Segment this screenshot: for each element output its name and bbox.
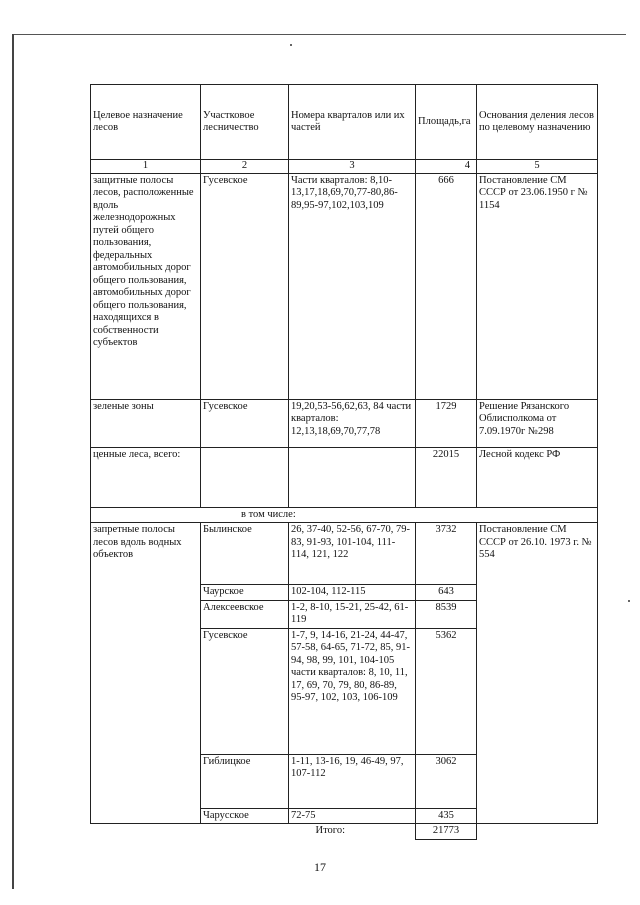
purpose-cell: запретные полосы лесов вдоль водных объектов <box>91 523 201 824</box>
forestry-cell: Гиблицкое <box>201 754 289 808</box>
area-cell: 5362 <box>416 628 477 754</box>
purpose-cell: зеленые зоны <box>91 399 201 447</box>
forestry-cell: Былинское <box>201 523 289 585</box>
forestry-cell: Гусевское <box>201 173 289 399</box>
basis-cell: Решение Рязанского Облисполкома от 7.09.1970г №298 <box>477 399 598 447</box>
quarters-cell: Части кварталов: 8,10-13,17,18,69,70,77-80,86-89,95-97,102,103,109 <box>289 173 416 399</box>
scan-border-left <box>12 34 14 889</box>
area-cell: 1729 <box>416 399 477 447</box>
col-number: 2 <box>201 160 289 174</box>
col-number: 3 <box>289 160 416 174</box>
area-cell: 666 <box>416 173 477 399</box>
forestry-cell: Чаурское <box>201 585 289 601</box>
table-row <box>91 523 598 585</box>
quarters-cell: 19,20,53-56,62,63, 84 части кварталов: 12,13,18,69,70,77,78 <box>289 399 416 447</box>
purpose-cell: защитные полосы лесов, расположенные вдоль железнодорожных путей общего пользования, федеральных автомобильных дорог общего пользования, автомобильных дорог общего пользования, находящихся в собственности субъектов <box>91 173 201 399</box>
area-cell: 643 <box>416 585 477 601</box>
header-area: Площадь,га <box>416 85 477 160</box>
quarters-cell: 1-11, 13-16, 19, 46-49, 97, 107-112 <box>289 754 416 808</box>
quarters-cell: 72-75 <box>289 808 416 824</box>
total-area: 21773 <box>416 824 477 840</box>
scan-speck <box>290 44 292 46</box>
basis-cell: Постановление СМ СССР от 23.06.1950 г № 1154 <box>477 173 598 399</box>
scan-speck <box>628 600 630 602</box>
table-header-row <box>91 85 598 160</box>
area-cell: 435 <box>416 808 477 824</box>
header-basis: Основания деления лесов по целевому назначению <box>477 85 598 160</box>
basis-cell: Лесной кодекс РФ <box>477 447 598 507</box>
basis-cell: Постановление СМ СССР от 26.10. 1973 г. № 554 <box>477 523 598 824</box>
forestry-cell <box>201 447 289 507</box>
subheader-cell: в том числе: <box>91 507 598 523</box>
header-quarters: Номера кварталов или их частей <box>289 85 416 160</box>
forestry-cell: Гусевское <box>201 399 289 447</box>
header-forestry: Участковое лесничество <box>201 85 289 160</box>
forestry-cell: Чарусское <box>201 808 289 824</box>
col-number: 4 <box>416 160 477 174</box>
total-label: Итого: <box>91 824 416 840</box>
header-purpose: Целевое назначение лесов <box>91 85 201 160</box>
col-number: 5 <box>477 160 598 174</box>
quarters-cell: 102-104, 112-115 <box>289 585 416 601</box>
quarters-cell: 26, 37-40, 52-56, 67-70, 79-83, 91-93, 101-104, 111-114, 121, 122 <box>289 523 416 585</box>
total-row <box>91 824 598 840</box>
table-row <box>91 399 598 447</box>
subheader-row <box>91 507 598 523</box>
forestry-cell: Гусевское <box>201 628 289 754</box>
table-row <box>91 447 598 507</box>
forestry-cell: Алексеевское <box>201 600 289 628</box>
col-number: 1 <box>91 160 201 174</box>
column-number-row <box>91 160 598 174</box>
area-cell: 8539 <box>416 600 477 628</box>
area-cell: 3062 <box>416 754 477 808</box>
quarters-cell: 1-2, 8-10, 15-21, 25-42, 61-119 <box>289 600 416 628</box>
area-cell: 22015 <box>416 447 477 507</box>
total-empty <box>477 824 598 840</box>
page-number: 17 <box>314 860 326 874</box>
forest-purpose-table <box>90 84 598 840</box>
purpose-cell: ценные леса, всего: <box>91 447 201 507</box>
table-row <box>91 173 598 399</box>
quarters-cell <box>289 447 416 507</box>
area-cell: 3732 <box>416 523 477 585</box>
quarters-cell: 1-7, 9, 14-16, 21-24, 44-47, 57-58, 64-65, 71-72, 85, 91-94, 98, 99, 101, 104-105 части кварталов: 8, 10, 11, 17, 69, 70, 79, 80, 86-89, 95-97, 102, 103, 106-109 <box>289 628 416 754</box>
scan-border-top <box>14 34 626 35</box>
